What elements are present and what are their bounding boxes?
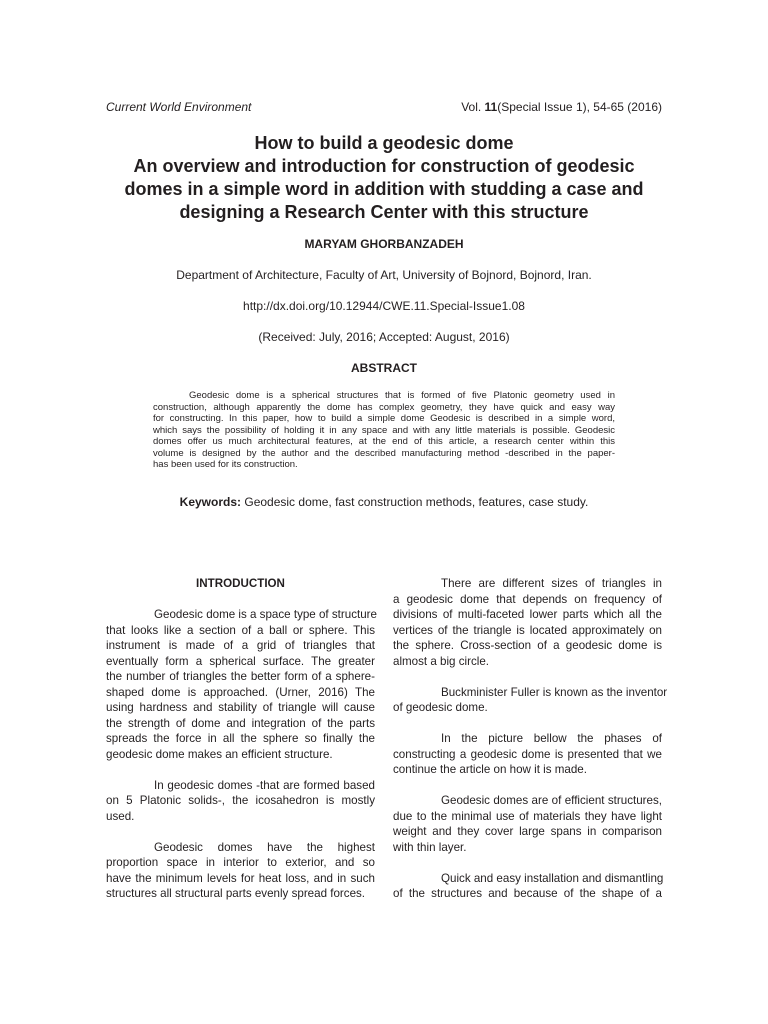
paragraph-line: have the minimum levels for heat loss, and in such	[106, 871, 375, 885]
title-line: An overview and introduction for construction of geodesic	[133, 156, 635, 176]
paragraph-line: almost a big circle.	[393, 654, 490, 668]
abstract-line: construction, although apparently the dome has complex geometry, they have quick and easy way	[153, 401, 615, 413]
paragraph-line: of geodesic dome.	[393, 701, 488, 714]
author-name: MARYAM GHORBANZADEH	[304, 237, 464, 251]
paragraph-line: the number of triangles the better form of a sphere-	[106, 670, 375, 683]
received-dates: (Received: July, 2016; Accepted: August, 2016)	[258, 330, 510, 344]
paragraph-line: that looks like a section of a ball or sphere. This	[106, 623, 375, 637]
paragraph-line: shaped dome is approached. (Urner, 2016) The	[106, 685, 375, 699]
volume-number: 11	[484, 100, 498, 114]
paragraph-line: divisions of multi-faceted lower parts which all the	[393, 608, 662, 621]
paragraph-line: due to the minimal use of materials they have light	[393, 809, 662, 823]
keywords	[106, 495, 662, 509]
abstract-line: which says the possibility of holding it in any space and with any little materials is possible. Geodesic	[153, 424, 615, 436]
paragraph-line: geodesic dome makes an efficient structure.	[106, 747, 333, 761]
keywords-label: Keywords:	[179, 495, 242, 509]
keywords-text: Geodesic dome, fast construction methods, features, case study.	[241, 495, 589, 509]
paragraph-line: Geodesic domes are of efficient structures,	[441, 794, 662, 807]
paragraph-line: vertices of the triangle is located approximately on	[393, 623, 662, 637]
volume-prefix: Vol.	[461, 100, 485, 114]
paragraph-line: the sphere. Cross-section of a geodesic dome is	[393, 639, 662, 652]
abstract-line: volume is designed by the author and the described manufacturing method -described in the paper-	[153, 447, 615, 459]
paragraph-line: In geodesic domes -that are formed based	[154, 778, 375, 792]
paragraph-line: with thin layer.	[393, 840, 467, 854]
abstract-line: for constructing. In this paper, how to build a simple dome Geodesic is described in a simple word,	[153, 413, 615, 424]
paragraph-line: Quick and easy installation and dismantling	[441, 871, 664, 885]
paragraph-line: Buckminister Fuller is known as the inventor	[441, 685, 668, 699]
right-column	[393, 576, 668, 902]
paragraph-line: constructing a geodesic dome is presented that we	[393, 747, 662, 761]
paragraph-line: There are different sizes of triangles in	[441, 577, 662, 590]
running-header	[106, 100, 662, 116]
article-title	[90, 132, 678, 224]
volume-info	[461, 100, 662, 114]
paragraph-line: on 5 Platonic solids-, the icosahedron is mostly	[106, 794, 375, 807]
left-column	[106, 576, 375, 902]
paragraph-line: Geodesic dome is a space type of structure	[154, 608, 377, 621]
paragraph-line: of the structures and because of the shape of a	[393, 887, 662, 900]
paragraph-line: proportion space in interior to exterior, and so	[106, 856, 375, 869]
title-line: designing a Research Center with this structure	[179, 202, 589, 222]
paragraph-line: instrument is made of a grid of triangles that	[106, 639, 375, 652]
journal-name: Current World Environment	[106, 100, 252, 114]
paragraph-line: a geodesic dome that depends on frequency of	[393, 592, 662, 606]
paragraph-line: weight and they cover large spans in comparison	[393, 825, 662, 838]
abstract-line: has been used for its construction.	[153, 459, 298, 470]
paragraph-line: Geodesic domes have the highest	[154, 840, 375, 854]
title-line: How to build a geodesic dome	[254, 133, 514, 153]
abstract-body	[153, 390, 615, 471]
paragraph-line: spreads the force in all the sphere so finally the	[106, 732, 375, 745]
paragraph-line: continue the article on how it is made.	[393, 763, 587, 776]
paragraph-line: structures all structural parts evenly spread forces.	[106, 887, 366, 900]
paragraph-line: using hardness and stability of triangle will cause	[106, 701, 375, 714]
abstract-line: Geodesic dome is a spherical structures that is formed of five Platonic geometry used in	[189, 390, 615, 401]
paragraph-line: In the picture bellow the phases of	[441, 732, 662, 745]
paragraph-line: eventually form a spherical surface. The greater	[106, 654, 375, 668]
volume-suffix: (Special Issue 1), 54-65 (2016)	[497, 100, 662, 114]
title-line: domes in a simple word in addition with studding a case and	[124, 179, 644, 199]
abstract-heading: ABSTRACT	[351, 361, 417, 375]
paragraph-line: used.	[106, 809, 135, 823]
section-heading-introduction: INTRODUCTION	[196, 577, 285, 590]
paragraph-line: the strength of dome and integration of the parts	[106, 716, 375, 730]
doi-link[interactable]: http://dx.doi.org/10.12944/CWE.11.Special-Issue1.08	[243, 299, 525, 313]
abstract-line: domes offer us much architectural features, at the end of this article, a research center within this	[153, 436, 615, 447]
author-affiliation: Department of Architecture, Faculty of Art, University of Bojnord, Bojnord, Iran.	[176, 268, 592, 282]
